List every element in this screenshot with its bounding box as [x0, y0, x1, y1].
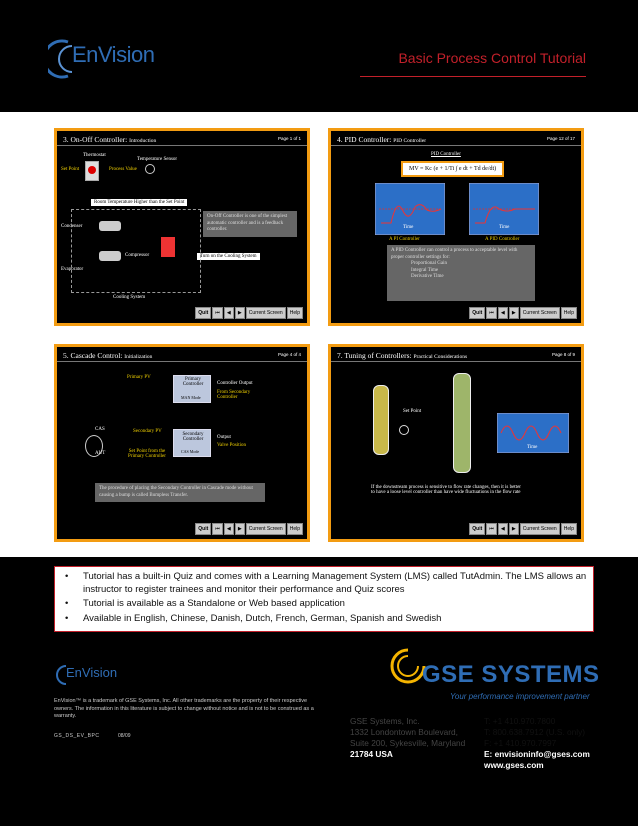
header	[0, 0, 638, 112]
cascade-note: The procedure of placing the Secondary Controller in Cascade mode without causing a bump is called Bumpless Transfer.	[95, 483, 265, 502]
secondary-pv-label: Secondary PV	[133, 429, 162, 434]
address-line: 21784 USA	[350, 748, 393, 759]
from-secondary-label: From Secondary Controller	[217, 390, 251, 400]
set-point-from-label: Set Point from the Primary Controller	[128, 449, 166, 459]
controller-icon	[399, 425, 409, 435]
tuning-note: If the downstream process is sensitive to flow rate changes, then it is better to have a loose level controller than have wide fluctuations in the flow rate	[371, 485, 521, 495]
doc-code: GS_DS_EV_BPC	[54, 733, 100, 739]
primary-controller-label: Primary Controller	[182, 377, 204, 387]
screen-cascade-control	[54, 344, 310, 542]
current-screen-button[interactable]: Current Screen	[520, 307, 560, 319]
help-button[interactable]: Help	[561, 523, 577, 535]
quit-button[interactable]: Quit	[469, 523, 485, 535]
prev-button[interactable]: ◀	[224, 523, 234, 535]
next-button[interactable]: ▶	[509, 307, 519, 319]
title-rule	[360, 76, 586, 77]
doc-date: 08/09	[118, 733, 131, 739]
address-line: Suite 200, Sykesville, Maryland	[350, 737, 466, 748]
company-address	[350, 716, 465, 760]
pid-note-item: Integral Time	[411, 267, 439, 273]
screenshot-panel	[0, 112, 638, 557]
prev-button[interactable]: ◀	[498, 307, 508, 319]
feature-item: • Tutorial has a built-in Quiz and comes with a Learning Management System (LMS) called TutAdmin. The LMS allows an instructor to register trainees and monitor their performance and Quiz scores	[63, 571, 587, 596]
pid-formula: MV = Kc (e + 1/Ti ∫ e dt + Td de/dt)	[401, 161, 504, 177]
on-off-note: On-Off Controller is one of the simplest automatic controller and is a feedback controller.	[203, 211, 297, 237]
set-point-label: Set Point	[61, 167, 80, 172]
thermostat-icon	[85, 161, 99, 181]
screen-page: Page 1 of 1	[277, 136, 301, 141]
first-button[interactable]: ⏮	[486, 523, 497, 535]
contact-fax: F: +1 410.970.7997	[484, 737, 557, 748]
first-button[interactable]: ⏮	[486, 307, 497, 319]
screen-on-off-controller	[54, 128, 310, 326]
valve-position-label: Valve Position	[217, 443, 247, 448]
process-value-label: Process Value	[109, 167, 137, 172]
prev-button[interactable]: ◀	[498, 523, 508, 535]
screen-footer	[195, 307, 303, 319]
man-mode-label: MAN Mode	[181, 395, 201, 400]
page-title: Basic Process Control Tutorial	[398, 50, 586, 66]
column-left-icon	[373, 385, 389, 455]
set-point-label: Set Point	[403, 409, 422, 414]
next-button[interactable]: ▶	[509, 523, 519, 535]
screen-pid-controller	[328, 128, 584, 326]
pid-note	[387, 245, 535, 301]
brand-name: EnVision	[72, 42, 155, 67]
screen-title: 3. On-Off Controller: Introduction	[63, 135, 157, 144]
screen-page: Page 4 of 4	[277, 352, 301, 357]
screen-footer	[469, 307, 577, 319]
help-button[interactable]: Help	[287, 523, 303, 535]
cas-label: CAS	[95, 427, 105, 432]
screen-title: 7. Tuning of Controllers: Practical Considerations	[337, 351, 468, 360]
quit-button[interactable]: Quit	[469, 307, 485, 319]
footer-brand: EnVision	[66, 665, 118, 680]
company-contact	[484, 716, 590, 771]
time-label: Time	[527, 445, 538, 450]
compressor-label: Compressor	[125, 253, 150, 258]
address-line: GSE Systems, Inc.	[350, 716, 420, 726]
current-screen-button[interactable]: Current Screen	[520, 523, 560, 535]
screen-page: Page 12 of 17	[546, 136, 575, 141]
screen-title: 4. PID Controller: PID Controller	[337, 135, 427, 144]
condenser-label: Condenser	[61, 224, 83, 229]
pid-note-text: A PID Controller can control a process to acceptable level with proper controller settings for:	[391, 248, 518, 260]
gse-name: GSE SYSTEMS	[422, 661, 600, 688]
cooling-system-box	[71, 209, 201, 293]
first-button[interactable]: ⏮	[212, 307, 223, 319]
thermostat-label: Thermostat	[83, 153, 106, 158]
contact-email[interactable]: E: envisioninfo@gses.com	[484, 748, 590, 759]
contact-website[interactable]: www.gses.com	[484, 759, 544, 770]
banner-label: Room Temperature Higher than the Set Point	[91, 199, 187, 206]
aut-label: AUT	[95, 451, 106, 456]
prev-button[interactable]: ◀	[224, 307, 234, 319]
pid-note-item: Proportional Gain	[411, 261, 447, 266]
screen-footer	[195, 523, 303, 535]
output-label: Output	[217, 435, 231, 440]
help-button[interactable]: Help	[287, 307, 303, 319]
next-button[interactable]: ▶	[235, 523, 245, 535]
help-button[interactable]: Help	[561, 307, 577, 319]
primary-pv-label: Primary PV	[127, 375, 151, 380]
cas-mode-label: CAS Mode	[181, 449, 200, 454]
quit-button[interactable]: Quit	[195, 307, 211, 319]
next-button[interactable]: ▶	[235, 307, 245, 319]
turn-on-label: Turn on the Cooling System	[197, 253, 260, 260]
legal-text: EnVision™ is a trademark of GSE Systems, Inc. All other trademarks are the property of their respective owners. The information in this literature is subject to change without notice and is not to be construed as a warranty.	[54, 698, 314, 720]
sensor-icon	[145, 164, 155, 174]
time-label-2: Time	[499, 225, 510, 230]
current-screen-button[interactable]: Current Screen	[246, 523, 286, 535]
screen-footer	[469, 523, 577, 535]
secondary-controller-label: Secondary Controller	[182, 432, 204, 442]
pid-note-item: Derivative Time	[411, 274, 444, 279]
quit-button[interactable]: Quit	[195, 523, 211, 535]
contact-phone: T: +1 410.970.7800	[484, 716, 556, 726]
address-line: 1332 Londontown Boulevard,	[350, 726, 458, 737]
feature-item: • Available in English, Chinese, Danish, Dutch, French, German, Spanish and Swedish	[63, 613, 587, 626]
pid-controller-label: PID Controller	[431, 152, 461, 157]
first-button[interactable]: ⏮	[212, 523, 223, 535]
pi-controller-label: A PI Controller	[389, 237, 420, 242]
pid-controller-caption: A PID Controller	[485, 237, 520, 242]
feature-list	[54, 566, 594, 632]
screen-page: Page 8 of 9	[551, 352, 575, 357]
time-label-1: Time	[403, 225, 414, 230]
current-screen-button[interactable]: Current Screen	[246, 307, 286, 319]
controller-output-label: Controller Output	[217, 381, 253, 386]
screen-tuning-controllers	[328, 344, 584, 542]
contact-phone: T: 800.638.7912 (U.S. only)	[484, 726, 586, 737]
temp-sensor-label: Temperature Sensor	[137, 157, 178, 162]
cooling-system-label: Cooling System	[113, 295, 146, 300]
screen-title: 5. Cascade Control: Initialization	[63, 351, 153, 360]
evaporator-label: Evaporator	[61, 267, 84, 272]
gse-tagline: Your performance improvement partner	[450, 692, 590, 701]
feature-item: • Tutorial is available as a Standalone or Web based application	[63, 598, 587, 611]
column-right-icon	[453, 373, 471, 473]
